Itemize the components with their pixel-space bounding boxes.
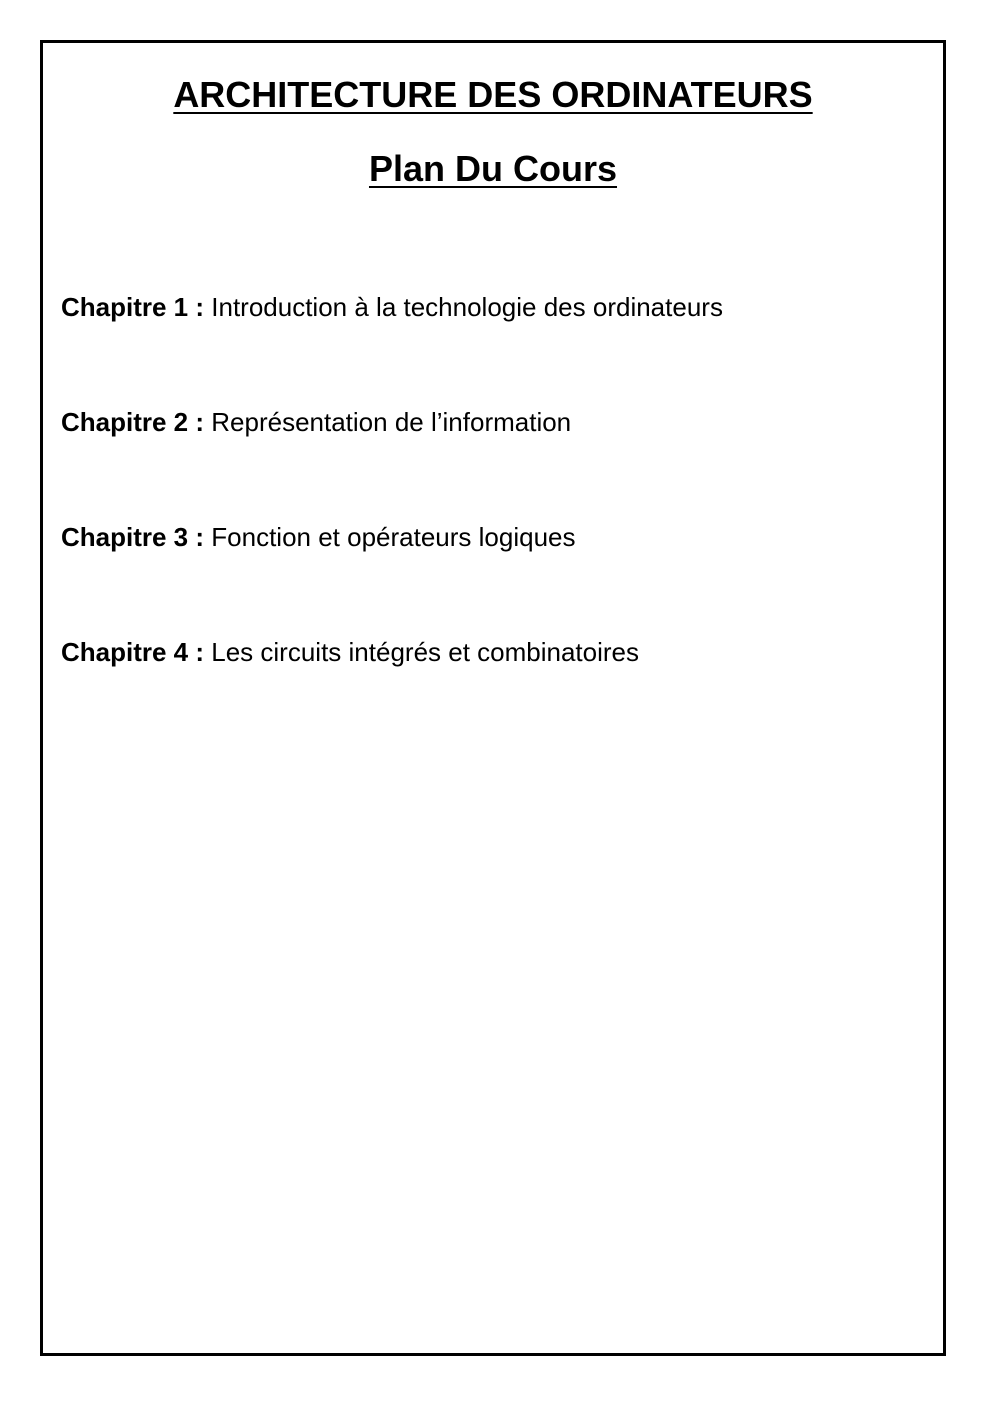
chapter-item-1 <box>61 291 723 323</box>
chapter-item-2 <box>61 406 723 438</box>
chapter-list <box>61 291 723 751</box>
chapter-label: Chapitre 4 <box>61 637 189 667</box>
chapter-item-4 <box>61 636 723 668</box>
chapter-separator: : <box>188 407 212 437</box>
chapter-title: Fonction et opérateurs logiques <box>211 522 576 552</box>
chapter-label: Chapitre 3 <box>61 522 189 552</box>
chapter-separator: : <box>188 292 212 322</box>
chapter-title: Les circuits intégrés et combinatoires <box>211 637 640 667</box>
chapter-label: Chapitre 2 <box>61 407 189 437</box>
document-subtitle: Plan Du Cours <box>368 148 618 189</box>
chapter-separator: : <box>188 522 212 552</box>
chapter-separator: : <box>188 637 212 667</box>
chapter-title: Représentation de l’information <box>211 407 572 437</box>
document-title: ARCHITECTURE DES ORDINATEURS <box>173 74 813 115</box>
chapter-label: Chapitre 1 <box>61 292 189 322</box>
page-frame <box>40 40 946 1356</box>
chapter-title: Introduction à la technologie des ordinateurs <box>211 292 723 322</box>
chapter-item-3 <box>61 521 723 553</box>
